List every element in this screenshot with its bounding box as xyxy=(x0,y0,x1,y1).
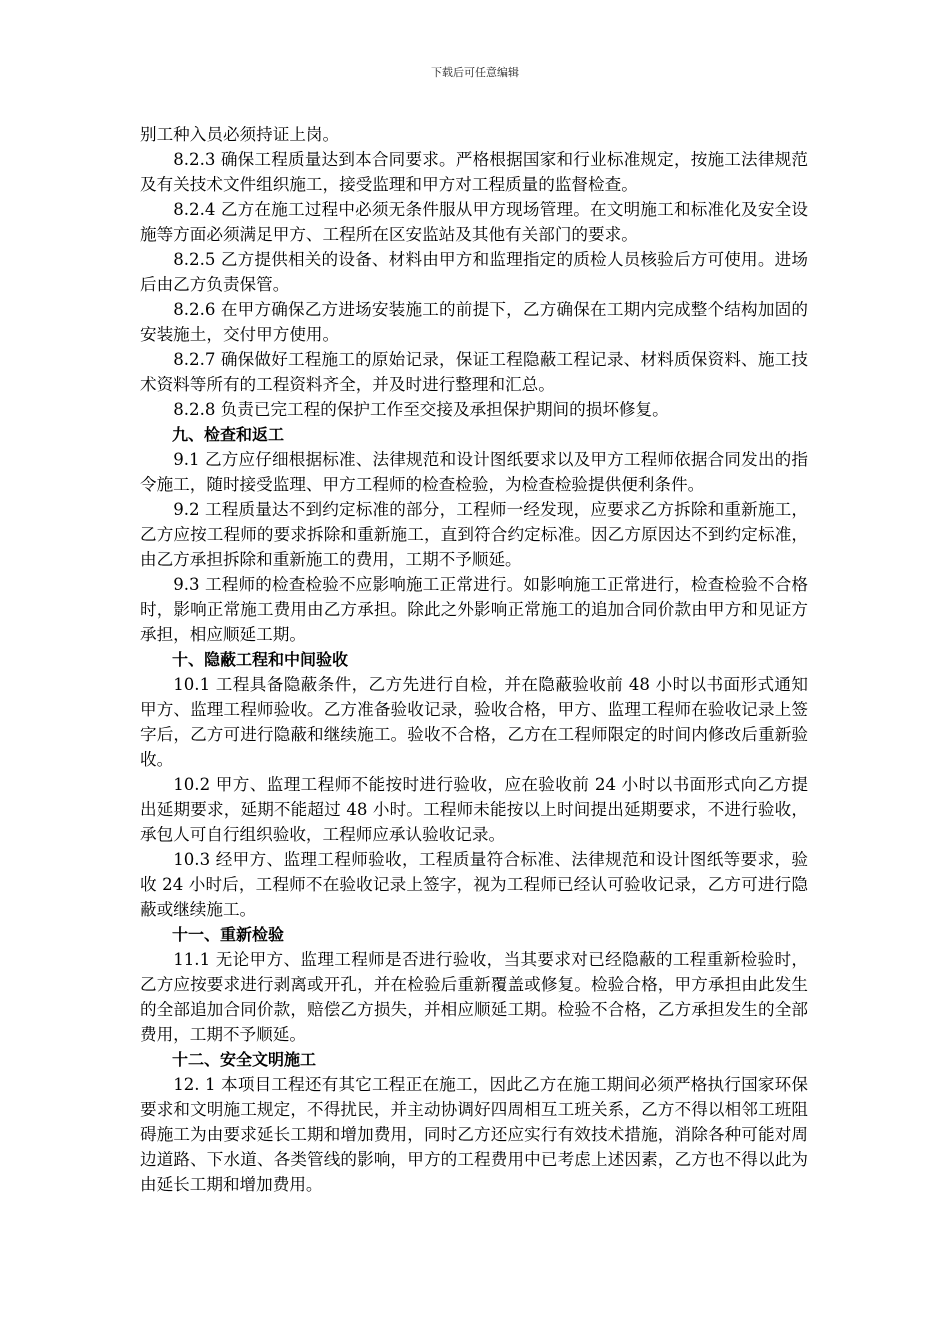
section-heading-10: 十、隐蔽工程和中间验收 xyxy=(172,650,349,669)
clause-8-2-8: 8.2.8 负责已完工程的保护工作至交接及承担保护期间的损坏修复。 xyxy=(173,400,669,419)
paragraph-continuation: 别工种入员必须持证上岗。 xyxy=(140,125,340,144)
clause-9-1: 9.1 乙方应仔细根据标准、法律规范和设计图纸要求以及甲方工程师依据合同发出的指令施工，随时接受监理、甲方工程师的检查检验，为检查检验提供便利条件。 xyxy=(140,450,808,494)
clause-10-1: 10.1 工程具备隐蔽条件，乙方先进行自检，并在隐蔽验收前 48 小时以书面形式通知甲方、监理工程师验收。乙方准备验收记录，验收合格，甲方、监理工程师在验收记录上签字后，乙方可进行隐蔽和继续施工。验收不合格，乙方在工程师限定的时间内修改后重新验收。 xyxy=(140,675,808,769)
clause-12-1: 12. 1 本项目工程还有其它工程正在施工，因此乙方在施工期间必须严格执行国家环保要求和文明施工规定，不得扰民，并主动协调好四周相互工班关系，乙方不得以相邻工班阻碍施工为由要求延长工期和增加费用，同时乙方还应实行有效技术措施，消除各种可能对周边道路、下水道、各类管线的影响，甲方的工程费用中已考虑上述因素，乙方也不得以此为由延长工期和增加费用。 xyxy=(140,1075,808,1194)
clause-10-2: 10.2 甲方、监理工程师不能按时进行验收，应在验收前 24 小时以书面形式向乙方提出延期要求，延期不能超过 48 小时。工程师未能按以上时间提出延期要求，不进行验收，承包人可自行组织验收，工程师应承认验收记录。 xyxy=(140,775,808,844)
section-heading-9: 九、检查和返工 xyxy=(172,425,285,444)
clause-8-2-3: 8.2.3 确保工程质量达到本合同要求。严格根据国家和行业标准规定，按施工法律规范及有关技术文件组织施工，接受监理和甲方对工程质量的监督检查。 xyxy=(140,150,808,194)
clause-8-2-5: 8.2.5 乙方提供相关的设备、材料由甲方和监理指定的质检人员核验后方可使用。进场后由乙方负责保管。 xyxy=(140,250,808,294)
clause-10-3: 10.3 经甲方、监理工程师验收，工程质量符合标准、法律规范和设计图纸等要求，验收 24 小时后，工程师不在验收记录上签字，视为工程师已经认可验收记录，乙方可进行隐蔽或继续施工。 xyxy=(140,850,808,919)
clause-9-3: 9.3 工程师的检查检验不应影响施工正常进行。如影响施工正常进行，检查检验不合格时，影响正常施工费用由乙方承担。除此之外影响正常施工的追加合同价款由甲方和见证方承担，相应顺延工期。 xyxy=(140,575,808,644)
clause-8-2-7: 8.2.7 确保做好工程施工的原始记录，保证工程隐蔽工程记录、材料质保资料、施工技术资料等所有的工程资料齐全，并及时进行整理和汇总。 xyxy=(140,350,808,394)
clause-8-2-6: 8.2.6 在甲方确保乙方进场安装施工的前提下，乙方确保在工期内完成整个结构加固的安装施土，交付甲方使用。 xyxy=(140,300,808,344)
clause-9-2: 9.2 工程质量达不到约定标准的部分，工程师一经发现，应要求乙方拆除和重新施工，乙方应按工程师的要求拆除和重新施工，直到符合约定标准。因乙方原因达不到约定标准，由乙方承担拆除和重新施工的费用，工期不予顺延。 xyxy=(140,500,808,569)
clause-11-1: 11.1 无论甲方、监理工程师是否进行验收，当其要求对已经隐蔽的工程重新检验时，乙方应按要求进行剥离或开孔，并在检验后重新覆盖或修复。检验合格，甲方承担由此发生的全部追加合同价款，赔偿乙方损失，并相应顺延工期。检验不合格，乙方承担发生的全部费用，工期不予顺延。 xyxy=(140,950,808,1044)
clause-8-2-4: 8.2.4 乙方在施工过程中必须无条件服从甲方现场管理。在文明施工和标准化及安全设施等方面必须满足甲方、工程所在区安监站及其他有关部门的要求。 xyxy=(140,200,808,244)
section-heading-11: 十一、重新检验 xyxy=(172,925,285,944)
page-header: 下载后可任意编辑 xyxy=(431,66,519,79)
document-body xyxy=(140,122,808,1197)
section-heading-12: 十二、安全文明施工 xyxy=(172,1050,317,1069)
